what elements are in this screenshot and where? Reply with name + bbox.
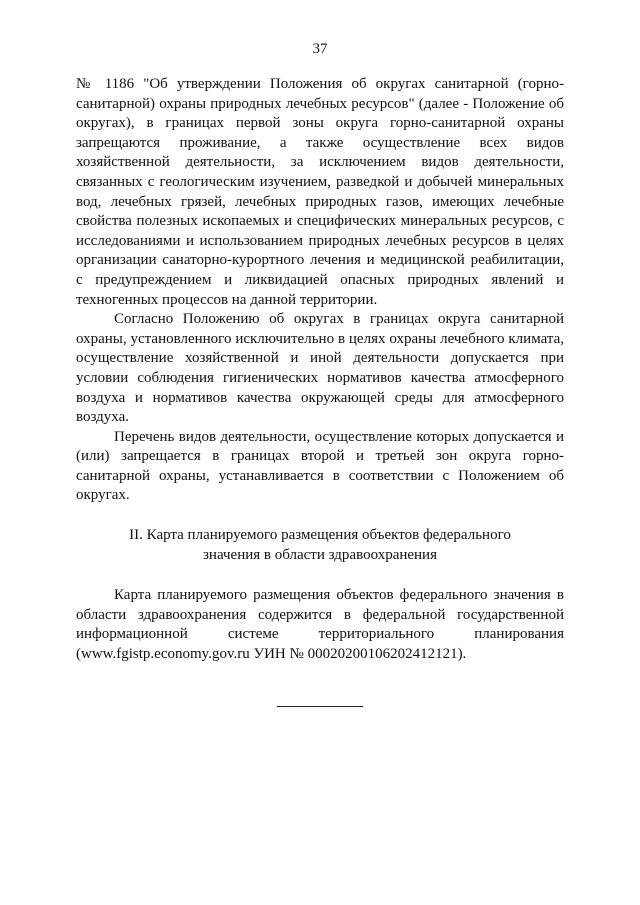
- end-separator-line: [277, 706, 363, 707]
- paragraph-healthcare-map: Карта планируемого размещения объектов федерального значения в области здравоохранения содержится в федеральной государственной информационной системе территориального планирования (www.fgistp.economy.gov.ru УИН № 00020200106202412121).: [76, 587, 564, 663]
- paragraph-first-zone-restrictions: № 1186 "Об утверждении Положения об округах санитарной (горно-санитарной) охраны природных лечебных ресурсов" (далее - Положение об округах), в границах первой зоны округа горно-санитарной охраны запрещаются проживание, а также осуществление всех видов хозяйственной деятельности, за исключением видов деятельности, связанных с геологическим изучением, разведкой и добычей минеральных вод, лечебных грязей, лечебных природных газов, имеющих лечебные свойства полезных ископаемых и специфических минеральных ресурсов, с исследованиями и использованием природных лечебных ресурсов в целях организации санаторно-курортного лечения и медицинской реабилитации, с предупреждением и ликвидацией опасных природных явлений и техногенных процессов на данной территории.: [76, 76, 564, 308]
- section-heading-line-1: II. Карта планируемого размещения объектов федерального: [129, 527, 511, 544]
- section-heading-line-2: значения в области здравоохранения: [203, 546, 437, 563]
- page-number: 37: [312, 41, 328, 57]
- paragraph-second-third-zones: Перечень видов деятельности, осуществление которых допускается и (или) запрещается в границах второй и третьей зон округа горно-санитарной охраны, устанавливается в соответствии с Положением об округах.: [76, 428, 564, 504]
- section-heading: [76, 526, 564, 565]
- paragraph-sanitary-protection-climate: Согласно Положению об округах в границах округа санитарной охраны, установленного исключительно в целях охраны лечебного климата, осуществление хозяйственной и иной деятельности допускается при условии соблюдения гигиенических нормативов качества атмосферного воздуха и нормативов качества окружающей среды для атмосферного воздуха.: [76, 311, 564, 426]
- document-body: [76, 75, 564, 665]
